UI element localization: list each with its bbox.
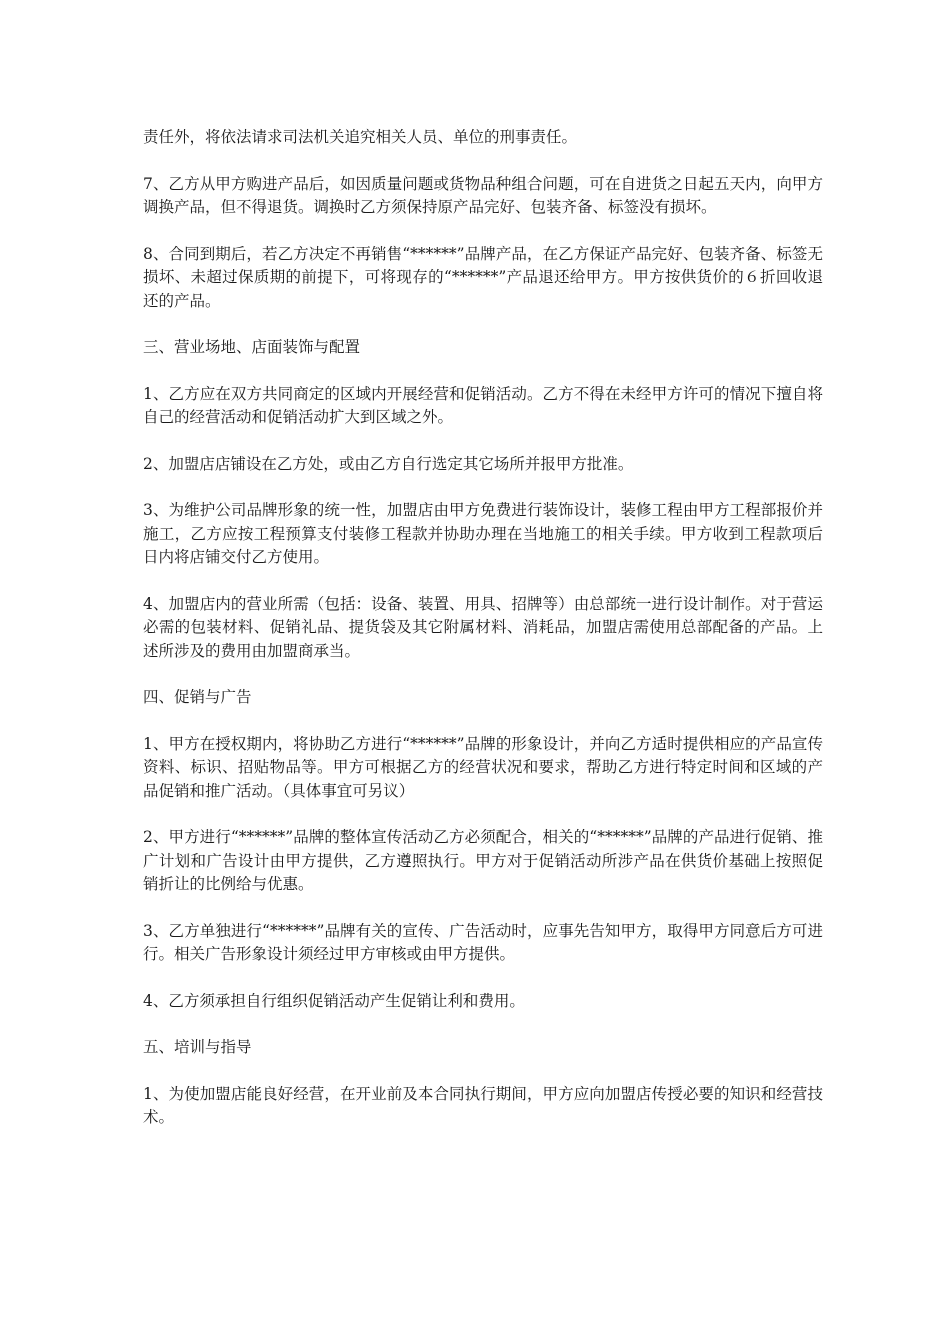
paragraph-section4-item4: 4、乙方须承担自行组织促销活动产生促销让利和费用。 bbox=[143, 991, 525, 1010]
paragraph-section5-item1: 1、为使加盟店能良好经营，在开业前及本合同执行期间，甲方应向加盟店传授必要的知识和经营技术。 bbox=[143, 1084, 823, 1126]
section-heading-3: 三、营业场地、店面装饰与配置 bbox=[143, 338, 361, 356]
paragraph-section3-item1: 1、乙方应在双方共同商定的区域内开展经营和促销活动。乙方不得在未经甲方许可的情况下擅自将自己的经营活动和促销活动扩大到区域之外。 bbox=[143, 384, 823, 426]
document-page bbox=[143, 126, 823, 1153]
paragraph-section3-item2: 2、加盟店店铺设在乙方处，或由乙方自行选定其它场所并报甲方批准。 bbox=[143, 454, 634, 473]
section-heading-4: 四、促销与广告 bbox=[143, 688, 252, 706]
paragraph-section2-item8: 8、合同到期后，若乙方决定不再销售“******”品牌产品，在乙方保证产品完好、包装齐备、标签无损坏、未超过保质期的前提下，可将现存的“******”产品退还给甲方。甲方按供货价的６折回收退还的产品。 bbox=[143, 244, 823, 310]
paragraph-section2-item7: 7、乙方从甲方购进产品后，如因质量问题或货物品种组合问题，可在自进货之日起五天内，向甲方调换产品，但不得退货。调换时乙方须保持原产品完好、包装齐备、标签没有损坏。 bbox=[143, 174, 823, 216]
paragraph-section3-item4: 4、加盟店内的营业所需（包括：设备、装置、用具、招牌等）由总部统一进行设计制作。对于营运必需的包装材料、促销礼品、提货袋及其它附属材料、消耗品，加盟店需使用总部配备的产品。上述所涉及的费用由加盟商承当。 bbox=[143, 594, 823, 660]
paragraph-section3-item3: 3、为维护公司品牌形象的统一性，加盟店由甲方免费进行装饰设计，装修工程由甲方工程部报价并施工，乙方应按工程预算支付装修工程款并协助办理在当地施工的相关手续。甲方收到工程款项后日内将店铺交付乙方使用。 bbox=[143, 501, 823, 566]
paragraph-continued: 责任外，将依法请求司法机关追究相关人员、单位的刑事责任。 bbox=[143, 128, 578, 146]
section-heading-5: 五、培训与指导 bbox=[143, 1038, 252, 1056]
paragraph-section4-item1: 1、甲方在授权期内，将协助乙方进行“******”品牌的形象设计，并向乙方适时提供相应的产品宣传资料、标识、招贴物品等。甲方可根据乙方的经营状况和要求，帮助乙方进行特定时间和区域的产品促销和推广活动。（具体事宜可另议） bbox=[143, 734, 823, 800]
paragraph-section4-item2: 2、甲方进行“******”品牌的整体宣传活动乙方必须配合，相关的“******”品牌的产品进行促销、推广计划和广告设计由甲方提供，乙方遵照执行。甲方对于促销活动所涉产品在供货价基础上按照促销折让的比例给与优惠。 bbox=[143, 828, 823, 893]
paragraph-section4-item3: 3、乙方单独进行“******”品牌有关的宣传、广告活动时，应事先告知甲方，取得甲方同意后方可进行。相关广告形象设计须经过甲方审核或由甲方提供。 bbox=[143, 921, 823, 963]
